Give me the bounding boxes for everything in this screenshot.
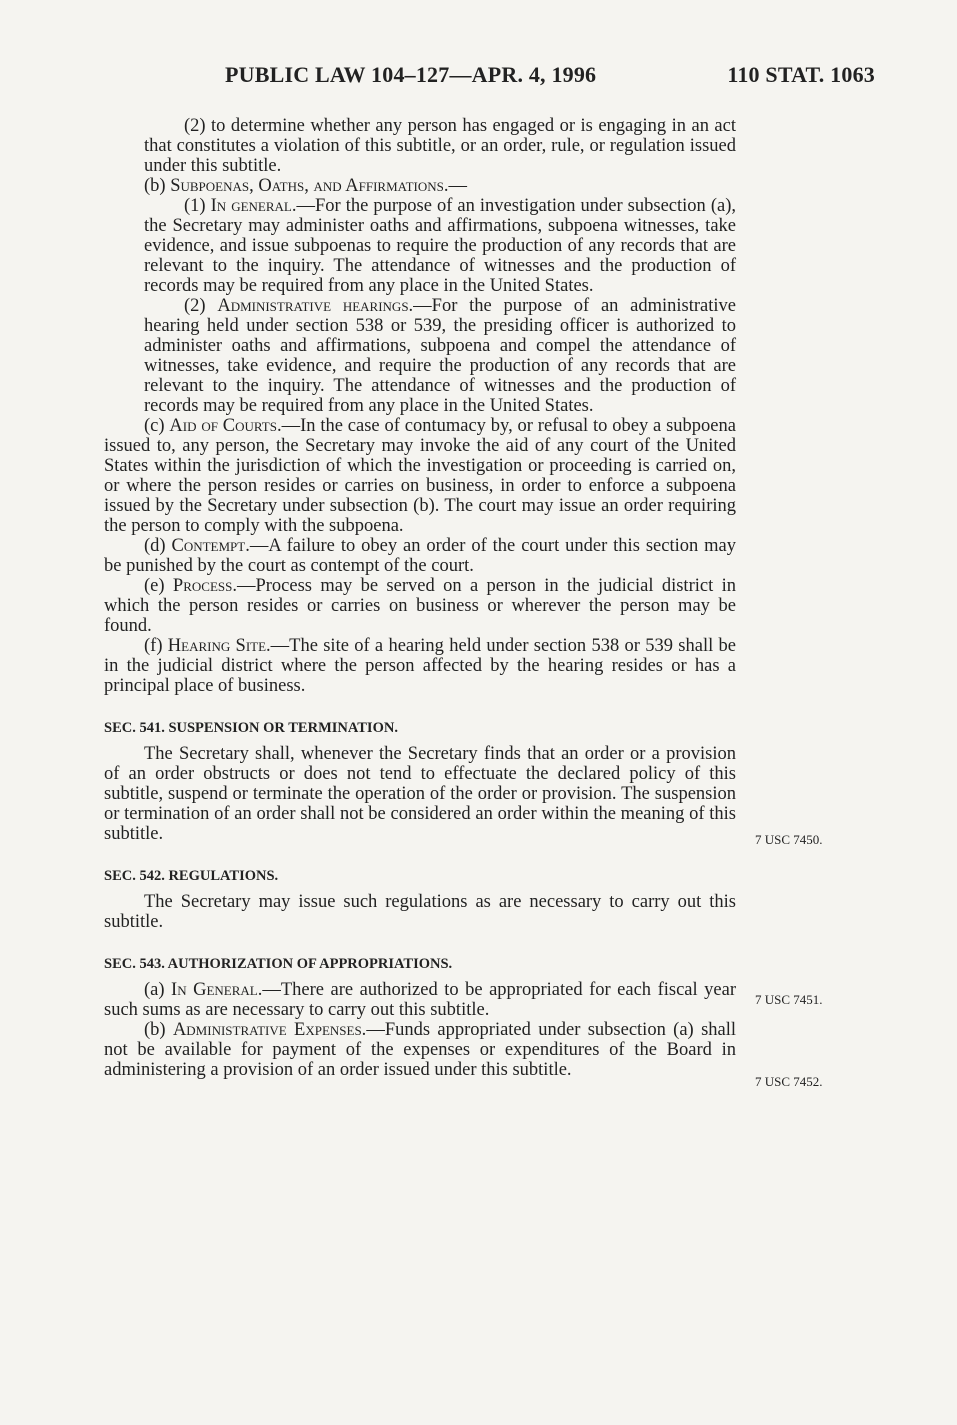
paragraph-b-caption: Subpoenas, Oaths, and Affirmations. [170, 176, 449, 196]
header-stat-page: 110 STAT. 1063 [727, 62, 875, 87]
margin-note-543: 7 USC 7452. [755, 1074, 823, 1089]
section-541-heading: SEC. 541. SUSPENSION OR TERMINATION. [104, 720, 398, 736]
section-542-heading: SEC. 542. REGULATIONS. [104, 868, 279, 884]
paragraph-f [104, 636, 736, 696]
section-543-b-text: —Funds appropriated under subsection (a) shall not be available for payment of the expenses or expenditures of the Board in administering a provision of an order issued under this subtitle. [104, 1020, 737, 1080]
paragraph-b2-label: (2) [184, 296, 218, 316]
document-body [104, 116, 736, 1080]
paragraph-b1 [104, 196, 736, 296]
paragraph-d-caption: Contempt. [171, 536, 250, 556]
paragraph-c-caption: Aid of Courts. [169, 416, 282, 436]
paragraph-c [104, 416, 736, 536]
margin-note-542: 7 USC 7451. [755, 992, 823, 1007]
paragraph-c-label: (c) [144, 416, 170, 436]
paragraph-f-label: (f) [144, 636, 168, 656]
paragraph-d [104, 536, 736, 576]
paragraph-b-label: (b) [144, 176, 171, 196]
running-header [225, 62, 875, 88]
paragraph-b2-caption: Administrative hearings. [217, 296, 414, 316]
header-public-law: PUBLIC LAW 104–127—APR. 4, 1996 [225, 62, 597, 87]
paragraph-b1-caption: In general. [210, 196, 297, 216]
paragraph-b-dash: — [448, 176, 467, 196]
paragraph-e-text: —Process may be served on a person in the judicial district in which the person resides or carries on business or wherever the person may be found. [104, 576, 736, 636]
paragraph-b2 [104, 296, 736, 416]
paragraph-f-text: —The site of a hearing held under section 538 or 539 shall be in the judicial district where the person affected by the hearing resides or has a principal place of business. [104, 636, 736, 696]
paragraph-d-text: —A failure to obey an order of the court under this section may be punished by the court as contempt of the court. [104, 536, 736, 576]
section-543-a [104, 980, 736, 1020]
paragraph-c-text: —In the case of contumacy by, or refusal to obey a subpoena issued to, any person, the Secretary may invoke the aid of any court of the United States within the jurisdiction of which the investigation or proceeding is carried on, or where the person resides or carries on business, in order to enforce a subpoena issued by the Secretary under subsection (b). The court may issue an order requiring the person to comply with the subpoena. [104, 416, 736, 536]
section-543-a-label: (a) [144, 980, 172, 1000]
paragraph-e [104, 576, 736, 636]
paragraph-a2: (2) to determine whether any person has engaged or is engaging in an act that constitutes a violation of this subtitle, or an order, rule, or regulation issued under this subtitle. [144, 116, 736, 176]
paragraph-b2-text: —For the purpose of an administrative hearing held under section 538 or 539, the presiding officer is authorized to administer oaths and affirmations, subpoena and compel the attendance of witnesses, take evidence, and require the production of any records that are relevant to the inquiry. The attendance of witnesses and the production of records may be required from any place in the United States. [144, 296, 736, 416]
paragraph-b1-label: (1) [184, 196, 211, 216]
paragraph-d-label: (d) [144, 536, 172, 556]
section-543-b-caption: Administrative Expenses. [172, 1020, 367, 1040]
section-543-heading: SEC. 543. AUTHORIZATION OF APPROPRIATIONS. [104, 956, 453, 972]
section-543-b-label: (b) [144, 1020, 173, 1040]
section-541-text: The Secretary shall, whenever the Secretary finds that an order or a provision of an order obstructs or does not tend to effectuate the declared policy of this subtitle, suspend or terminate the operation of the order or provision. The suspension or termination of an order shall not be considered an order within the meaning of this subtitle. [104, 744, 736, 844]
paragraph-e-label: (e) [144, 576, 173, 596]
paragraph-e-caption: Process. [172, 576, 237, 596]
paragraph-b1-text: —For the purpose of an investigation under subsection (a), the Secretary may administer oaths and affirmations, subpoena witnesses, take evidence, and issue subpoenas to require the production of any records that are relevant to the inquiry. The attendance of witnesses and the production of records may be required from any place in the United States. [144, 196, 736, 296]
paragraph-f-caption: Hearing Site. [167, 636, 271, 656]
section-543-a-caption: In General. [171, 980, 263, 1000]
section-543-b [104, 1020, 736, 1080]
section-542-text: The Secretary may issue such regulations as are necessary to carry out this subtitle. [104, 892, 736, 932]
margin-note-541: 7 USC 7450. [755, 832, 823, 847]
section-543-a-text: —There are authorized to be appropriated for each fiscal year such sums as are necessary to carry out this subtitle. [104, 980, 736, 1020]
paragraph-b [104, 176, 736, 196]
